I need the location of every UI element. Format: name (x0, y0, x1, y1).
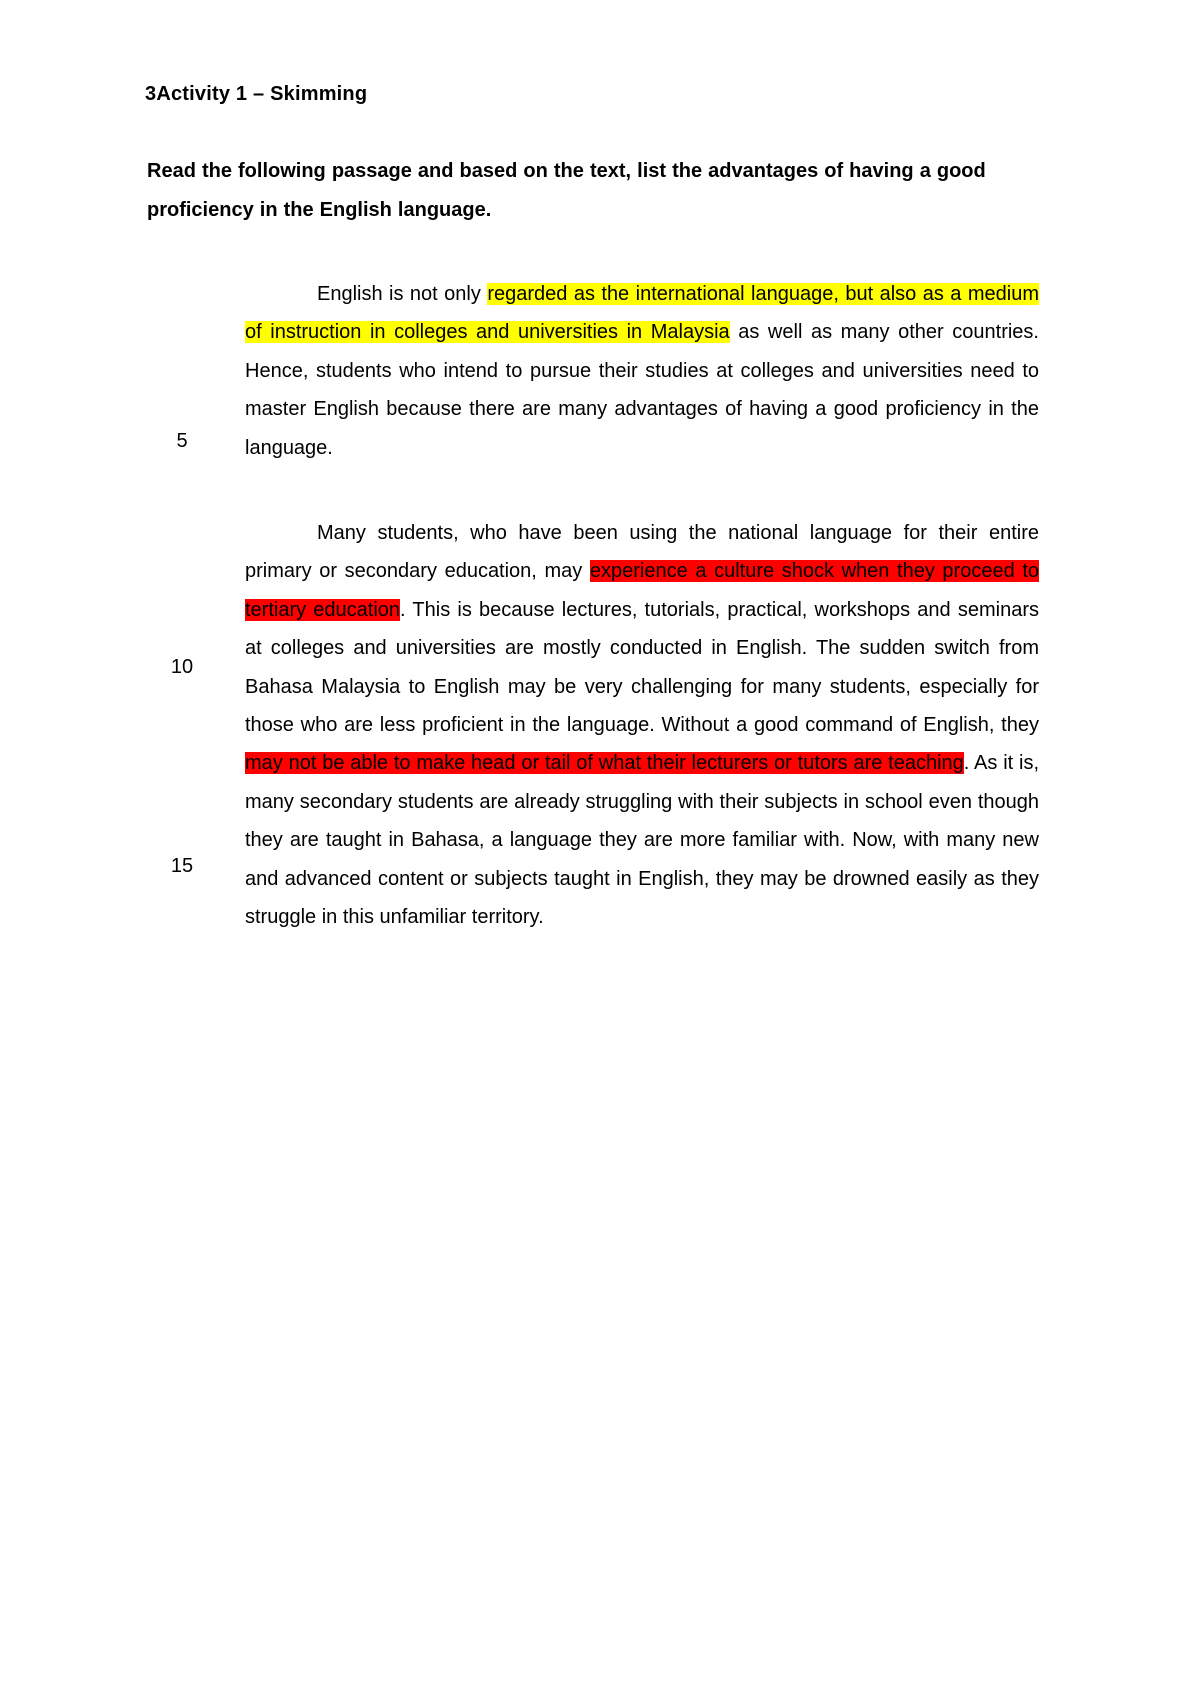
instruction-text: Read the following passage and based on the text, list the advantages of having a good proficiency in the English language. (147, 160, 986, 221)
line-number-15: 15 (170, 855, 194, 877)
passage-paragraph-1 (245, 275, 1039, 467)
paragraph-1-text-end: as well as many other countries. Hence, students who intend to pursue their studies at colleges and universities need to master English because there are many advantages of having a good proficiency in the language. (245, 321, 1039, 459)
yellow-highlight: regarded as the international language, but also as a medium of instruction in colleges and universities in Malaysia (245, 283, 1039, 344)
red-highlight-1: experience a culture shock when they proceed to tertiary education (245, 560, 1039, 621)
passage-paragraph-2 (245, 514, 1039, 936)
paragraph-2-text-end: . As it is, many secondary students are already struggling with their subjects in school even though they are taught in Bahasa, a language they are more familiar with. Now, with many new and advanced content or subjects taught in English, they may be drowned easily as they struggle in this unfamiliar territory. (245, 752, 1040, 929)
paragraph-2-text-start: Many students, who have been using the national language for their entire primary or secondary education, may (245, 522, 1039, 583)
paragraph-2-text-middle: . This is because lectures, tutorials, practical, workshops and seminars at colleges and universities are mostly conducted in English. The sudden switch from Bahasa Malaysia to English may be very challenging for many students, especially for those who are less proficient in the language. Without a good command of English, they (245, 598, 1039, 737)
activity-heading: 3Activity 1 – Skimming (145, 83, 368, 105)
red-highlight-2: may not be able to make head or tail of what their lecturers or tutors are teaching (245, 752, 964, 775)
paragraph-1-text-start: English is not only (317, 283, 488, 305)
line-number-5: 5 (176, 430, 188, 452)
line-number-10: 10 (170, 656, 194, 678)
